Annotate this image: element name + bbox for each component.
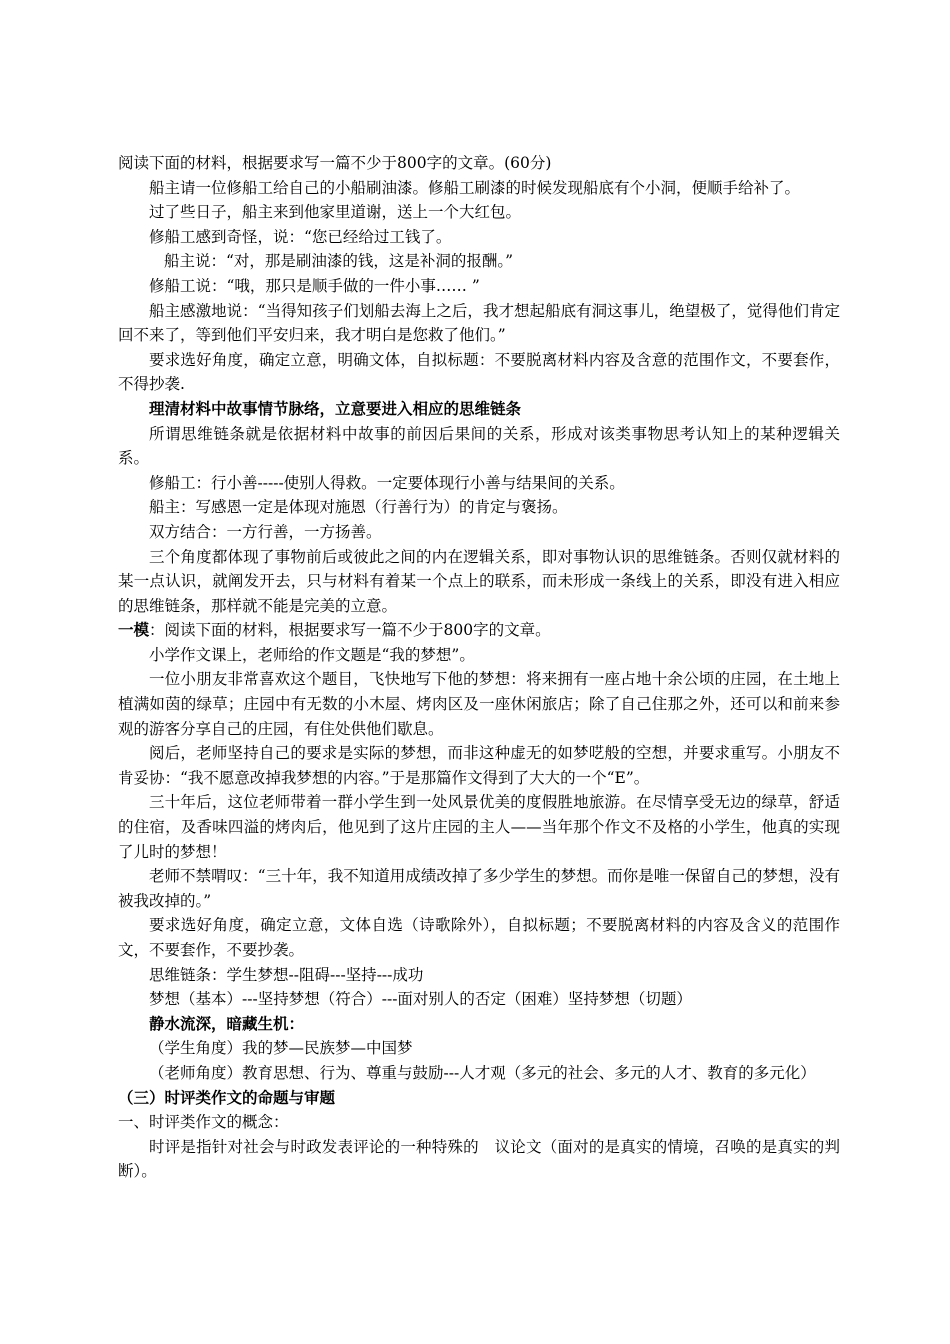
section-heading: 理清材料中故事情节脉络，立意要进入相应的思维链条 [149, 398, 522, 418]
section-heading: 静水流深，暗藏生机： [149, 1013, 305, 1033]
paragraph: 修船工感到奇怪，说：“您已经给过工钱了。 [149, 227, 452, 246]
paragraph: 老师不禁喟叹：“三十年，我不知道用成绩改掉了多少学生的梦想。而你是唯一保留自己的梦想，没有被我改掉的。” [118, 867, 840, 910]
paragraph: （老师角度）教育思想、行为、尊重与鼓励---人才观（多元的社会、多元的人才、教育的多元化） [149, 1063, 816, 1082]
paragraph: 修船工说：“哦，那只是顺手做的一件小事…… ” [149, 276, 480, 295]
paragraph: （学生角度）我的梦—民族梦—中国梦 [149, 1039, 413, 1058]
paragraph: 阅后，老师坚持自己的要求是实际的梦想，而非这种虚无的如梦呓般的空想，并要求重写。小朋友不肯妥协：“我不愿意改掉我梦想的内容。”于是那篇作文得到了大大的一个“E”。 [118, 744, 840, 787]
mock-exam-line [118, 618, 840, 643]
paragraph: 船主感激地说：“当得知孩子们划船去海上之后，我才想起船底有洞这事儿，绝望极了，觉得他们肯定回不来了，等到他们平安归来，我才明白是您救了他们。” [118, 301, 840, 345]
document-body [118, 151, 840, 1184]
mock-text: ：阅读下面的材料，根据要求写一篇不少于800字的文章。 [149, 621, 551, 640]
paragraph: 三个角度都体现了事物前后或彼此之间的内在逻辑关系，即对事物认识的思维链条。否则仅就材料的某一点认识，就阐发开去，只与材料有着某一个点上的联系，而未形成一条线上的关系，即没有进入相应的思维链条，那样就不能是完美的立意。 [118, 547, 840, 615]
paragraph: 船主：写感恩一定是体现对施恩（行善行为）的肯定与褒扬。 [149, 498, 568, 517]
paragraph: 船主说：“对，那是刷油漆的钱，这是补洞的报酬。” [164, 252, 514, 271]
paragraph: 三十年后，这位老师带着一群小学生到一处风景优美的度假胜地旅游。在尽情享受无边的绿草，舒适的住宿，及香味四溢的烤肉后，他见到了这片庄园的主人——当年那个作文不及格的小学生，他真的实现了儿时的梦想！ [118, 793, 840, 861]
paragraph: 一位小朋友非常喜欢这个题目，飞快地写下他的梦想：将来拥有一座占地十余公顷的庄园，在土地上植满如茵的绿草；庄园中有无数的小木屋、烤肉区及一座休闲旅店；除了自己住那之外，还可以和前来参观的游客分享自己的庄园，有住处供他们歇息。 [118, 670, 840, 738]
paragraph: 要求选好角度，确定立意，文体自选（诗歌除外），自拟标题；不要脱离材料的内容及含义的范围作文，不要套作，不要抄袭。 [118, 916, 840, 959]
paragraph: 梦想（基本）---坚持梦想（符合）---面对别人的否定（困难）坚持梦想（切题） [149, 990, 692, 1009]
paragraph: 阅读下面的材料，根据要求写一篇不少于800字的文章。(60分) [118, 154, 552, 172]
paragraph: 船主请一位修船工给自己的小船刷油漆。修船工刷漆的时候发现船底有个小洞，便顺手给补了。 [149, 178, 801, 197]
paragraph: 思维链条：学生梦想--阻碍---坚持---成功 [149, 965, 424, 984]
section-heading: （三）时评类作文的命题与审题 [118, 1087, 336, 1107]
mock-label: 一模 [118, 620, 150, 640]
paragraph: 双方结合：一方行善，一方扬善。 [149, 522, 382, 541]
paragraph: 时评是指针对社会与时政发表评论的一种特殊的 议论文（面对的是真实的情境，召唤的是真实的判断）。 [118, 1137, 840, 1181]
paragraph: 所谓思维链条就是依据材料中故事的前因后果间的关系，形成对该类事物思考认知上的某种逻辑关系。 [118, 424, 840, 468]
paragraph: 小学作文课上，老师给的作文题是“我的梦想”。 [149, 645, 475, 664]
paragraph: 过了些日子，船主来到他家里道谢，送上一个大红包。 [149, 203, 522, 222]
paragraph: 一、时评类作文的概念： [118, 1113, 289, 1132]
paragraph: 要求选好角度，确定立意，明确文体，自拟标题：不要脱离材料内容及含意的范围作文，不要套作，不得抄袭. [118, 350, 840, 394]
paragraph: 修船工：行小善-----使别人得救。一定要体现行小善与结果间的关系。 [149, 473, 625, 492]
